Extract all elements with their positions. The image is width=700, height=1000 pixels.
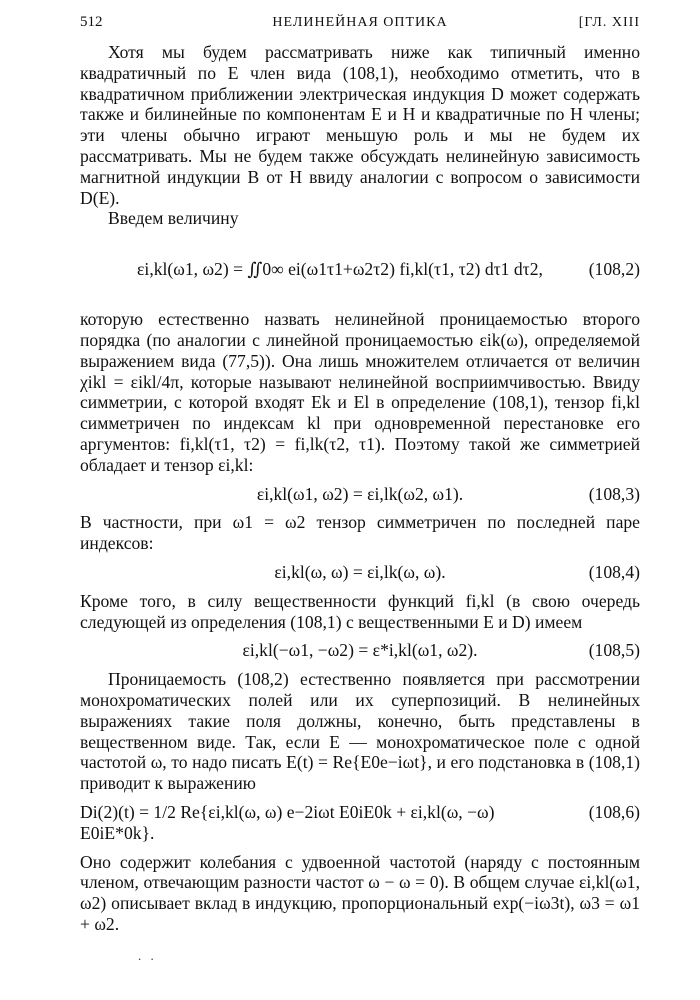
equation-108-6 [80,802,640,844]
paragraph-7: Оно содержит колебания с удвоенной частотой (наряду с постоянным членом, отвечающим разности частот ω − ω = 0). В общем случае εi,kl(ω1, ω2) описывает вклад в индукцию, пропорциональный exp(−iω3t), ω3 = ω1 + ω2. [80,851,640,934]
footer-dots: . . [138,948,157,963]
running-title: НЕЛИНЕЙНАЯ ОПТИКА [272,15,448,30]
paragraph-5: Кроме того, в силу вещественности функций fi,kl (в свою очередь следующей из определения (108,1) с вещественными E и D) имеем [80,590,640,632]
equation-108-4-number: (108,4) [588,561,640,582]
paragraph-3: которую естественно назвать нелинейной проницаемостью второго порядка (по аналогии с линейной проницаемостью εik(ω), определяемой выражением вида (77,5)). Она лишь множителем отличается от величин χikl = εikl/4π, которые называют нелинейной восприимчивостью. Ввиду симметрии, с которой входят Ek и El в определение (108,1), тензор fi,kl симметричен по индексам kl при одновременной перестановке его аргументов: fi,kl(τ1, τ2) = fi,lk(τ2, τ1). Поэтому такой же симметрией обладает и тензор εi,kl: [80,309,640,475]
equation-108-4-expr: εi,kl(ω, ω) = εi,lk(ω, ω). [274,561,446,582]
equation-108-2-number: (108,2) [588,259,640,280]
paragraph-6: Проницаемость (108,2) естественно появляется при рассмотрении монохроматических полей или их суперпозиций. В нелинейных выражениях такие поля должны, конечно, быть представлены в вещественном виде. Так, если E — монохроматическое поле с одной частотой ω, то надо писать E(t) = Re{E0e−iωt}, и его подстановка в (108,1) приводит к выражению [80,669,640,794]
paragraph-2: Введем величину [108,208,239,229]
equation-108-3-expr: εi,kl(ω1, ω2) = εi,lk(ω2, ω1). [256,483,464,504]
equation-108-3 [80,484,640,505]
paragraph-1: Хотя мы будем рассматривать ниже как типичный именно квадратичный по E член вида (108,1), необходимо отметить, что в квадратичном приближении электрическая индукция D может содержать также и билинейные по компонентам E и H и квадратичные по H члены; эти члены обычно играют меньшую роль и мы не будем их рассматривать. Мы не будем также обсуждать нелинейную зависимость магнитной индукции B от H ввиду аналогии с вопросом о зависимости D(E). [80,42,640,208]
running-header [80,14,640,36]
paragraph-4: В частности, при ω1 = ω2 тензор симметричен по последней паре индексов: [80,512,640,554]
equation-108-2 [80,235,640,309]
equation-108-6-number: (108,6) [588,801,640,822]
equation-108-2-expr: εi,kl(ω1, ω2) = ∬0∞ ei(ω1τ1+ω2τ2) fi,kl(τ1, τ2) dτ1 dτ2, [137,259,543,280]
chapter-label: [ГЛ. XIII [578,15,640,30]
page-number: 512 [80,14,103,30]
equation-108-3-number: (108,3) [588,483,640,504]
equation-108-5 [80,640,640,661]
equation-108-6-expr: Di(2)(t) = 1/2 Re{εi,kl(ω, ω) e−2iωt E0iE0k + εi,kl(ω, −ω) E0iE*0k}. [80,801,495,843]
equation-108-5-number: (108,5) [588,640,640,661]
page-body [80,42,640,935]
equation-108-5-expr: εi,kl(−ω1, −ω2) = ε*i,kl(ω1, ω2). [242,640,478,661]
equation-108-4 [80,562,640,583]
